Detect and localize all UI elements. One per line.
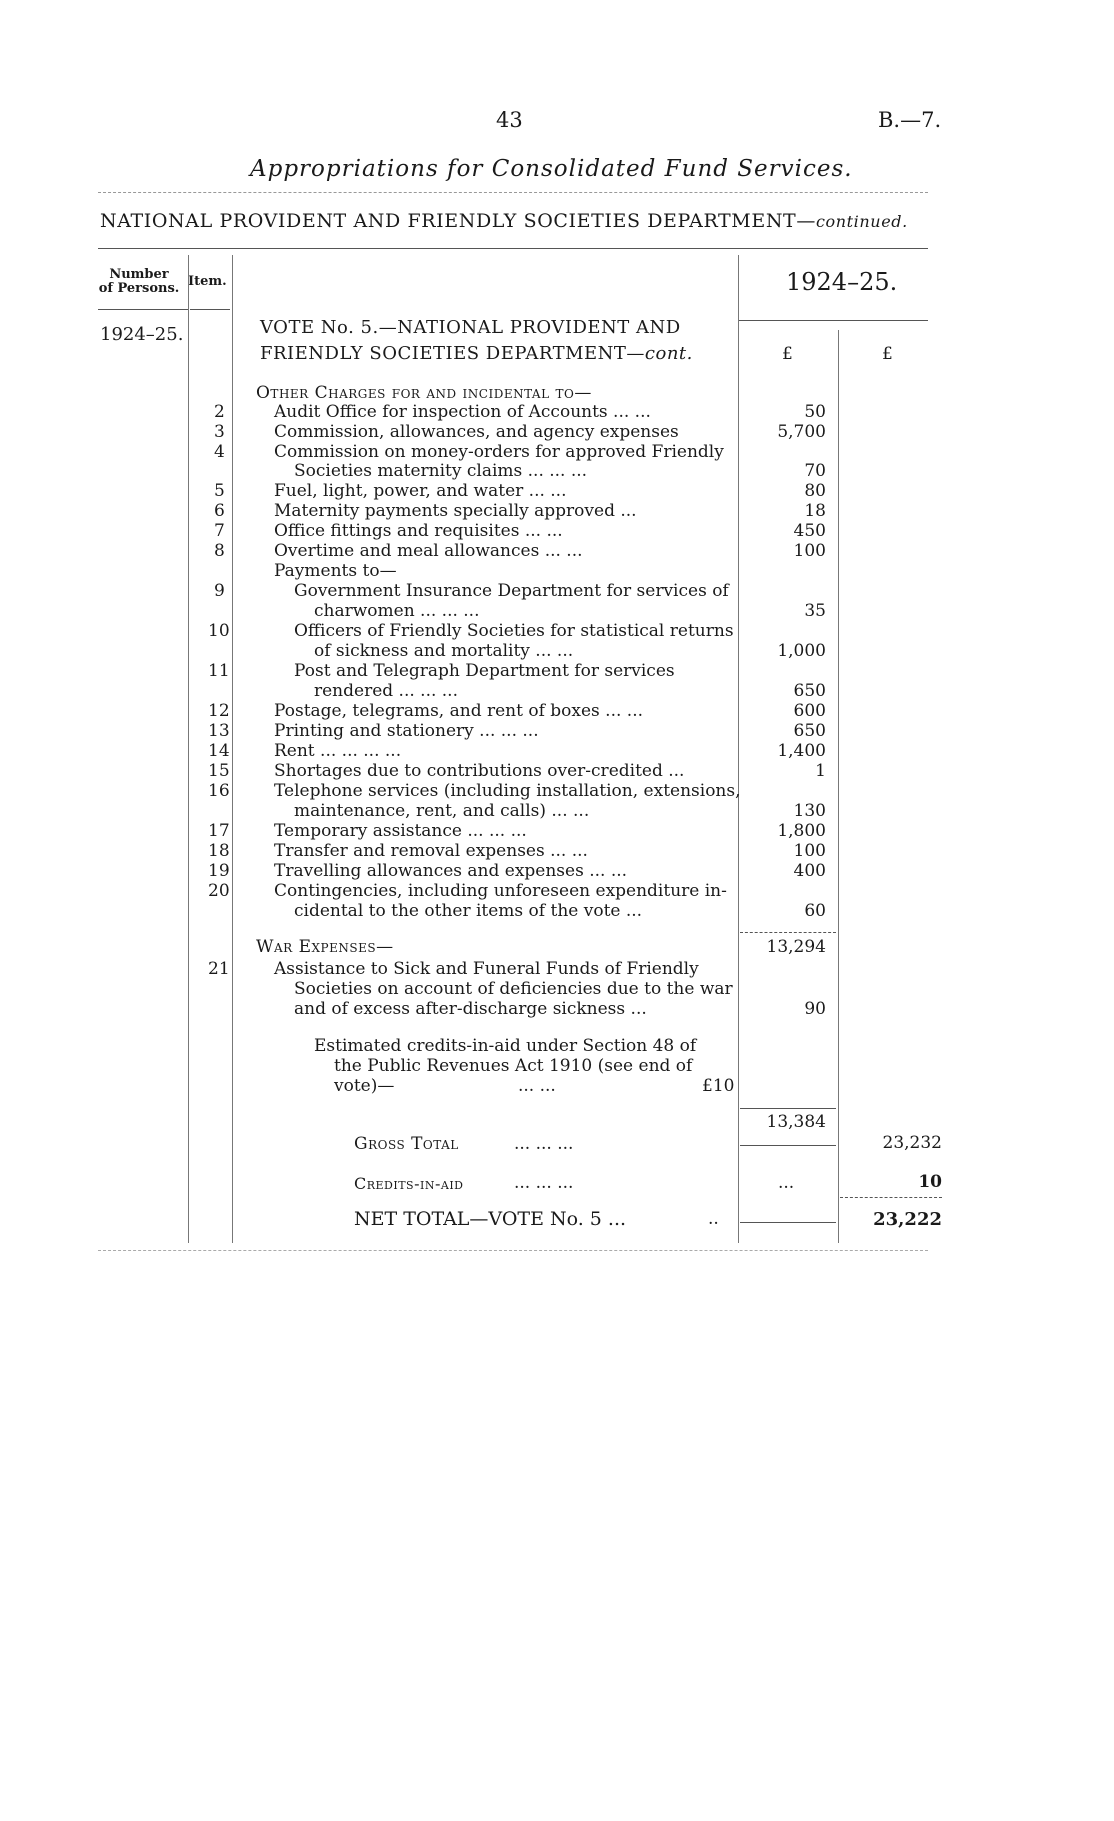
- credits-in-aid-placeholder: ...: [778, 1173, 795, 1193]
- currency-symbol-2: £: [882, 344, 893, 364]
- credits-note-amount: £10: [702, 1076, 735, 1096]
- department-suffix: continued.: [815, 212, 908, 231]
- subtotal-other-charges: 13,294: [766, 937, 826, 957]
- other-charges-heading: Other Charges for and incidental to—: [256, 383, 592, 403]
- persons-year: 1924–25.: [100, 324, 184, 345]
- column-divider-item: [232, 255, 233, 1243]
- document-reference: B.—7.: [878, 108, 942, 132]
- item-number: 19: [208, 861, 230, 881]
- item-number: 12: [208, 701, 230, 721]
- item-number: 15: [208, 761, 230, 781]
- persons-header-rule: [98, 309, 188, 310]
- item-description: Postage, telegrams, and rent of boxes ... ...: [274, 701, 644, 721]
- item-amount: 130: [793, 801, 826, 821]
- item-number: 21: [208, 959, 230, 979]
- gross-total-dots: ... ... ...: [514, 1134, 574, 1154]
- vote-heading-line2: [260, 344, 693, 363]
- item-number: 5: [214, 481, 225, 501]
- year-rule: [738, 320, 928, 321]
- net-total-label: NET TOTAL—VOTE No. 5 ...: [354, 1208, 627, 1230]
- item-description: Telephone services (including installation, extensions,: [274, 781, 741, 801]
- item-description-continued: Societies maternity claims ... ... ...: [294, 461, 588, 481]
- item-description: Transfer and removal expenses ... ...: [274, 841, 588, 861]
- item-description: Overtime and meal allowances ... ...: [274, 541, 583, 561]
- item-number: 9: [214, 581, 225, 601]
- item-amount: 400: [793, 861, 826, 881]
- gross-total-amount: 23,232: [882, 1133, 942, 1153]
- column-divider-total: [838, 330, 839, 1243]
- item-number: 11: [208, 661, 230, 681]
- item-amount: 100: [793, 841, 826, 861]
- war-expenses-heading: War Expenses—: [256, 937, 394, 957]
- item-number: 13: [208, 721, 230, 741]
- credits-note-line2: the Public Revenues Act 1910 (see end of: [334, 1056, 693, 1076]
- item-description: Fuel, light, power, and water ... ...: [274, 481, 567, 501]
- net-total-dots: ..: [708, 1209, 719, 1229]
- item-amount: 5,700: [777, 422, 826, 442]
- number-of-persons-line2: of Persons.: [98, 281, 180, 296]
- vote-heading-line1: VOTE No. 5.—NATIONAL PROVIDENT AND: [260, 317, 681, 338]
- item-description: Audit Office for inspection of Accounts ... ...: [274, 402, 651, 422]
- item-number: 14: [208, 741, 230, 761]
- department-name: NATIONAL PROVIDENT AND FRIENDLY SOCIETIES DEPARTMENT—: [100, 210, 816, 232]
- item-amount: 1,800: [777, 821, 826, 841]
- item-amount: 1,400: [777, 741, 826, 761]
- item-description: Office fittings and requisites ... ...: [274, 521, 563, 541]
- item-description: Shortages due to contributions over-credited ...: [274, 761, 685, 781]
- item-number: 20: [208, 881, 230, 901]
- vote-heading-text: FRIENDLY SOCIETIES DEPARTMENT—: [260, 343, 645, 364]
- item-description: Government Insurance Department for services of: [294, 581, 729, 601]
- item-amount: 80: [804, 481, 826, 501]
- subtotal-rule: [740, 932, 836, 933]
- item-amount: 600: [793, 701, 826, 721]
- gross-total-rule: [740, 1145, 836, 1146]
- item-description-continued: charwomen ... ... ...: [314, 601, 480, 621]
- payments-to-heading: Payments to—: [274, 561, 397, 581]
- item-amount: 60: [804, 901, 826, 921]
- item-description-continued: of sickness and mortality ... ...: [314, 641, 574, 661]
- gross-subtotal-rule: [740, 1108, 836, 1109]
- item-description: Maternity payments specially approved ...: [274, 501, 637, 521]
- number-of-persons-line1: Number: [109, 267, 169, 282]
- war-item-description-continued: Societies on account of deficiencies due to the war: [294, 979, 733, 999]
- page-title: Appropriations for Consolidated Fund Services.: [250, 156, 853, 182]
- item-description-continued: rendered ... ... ...: [314, 681, 458, 701]
- credits-in-aid-dots: ... ... ...: [514, 1173, 574, 1193]
- item-description: Rent ... ... ... ...: [274, 741, 402, 761]
- item-number: 2: [214, 402, 225, 422]
- item-amount: 50: [804, 402, 826, 422]
- column-divider-amount: [738, 255, 739, 1243]
- gross-subtotal: 13,384: [766, 1112, 826, 1132]
- header-rule: [98, 248, 928, 249]
- war-item-description: Assistance to Sick and Funeral Funds of Friendly: [274, 959, 699, 979]
- department-heading: [100, 210, 908, 232]
- item-description: Travelling allowances and expenses ... ...: [274, 861, 628, 881]
- item-description-continued: maintenance, rent, and calls) ... ...: [294, 801, 590, 821]
- item-number: 10: [208, 621, 230, 641]
- item-description: Contingencies, including unforeseen expenditure in-: [274, 881, 727, 901]
- item-description: Commission on money-orders for approved Friendly: [274, 442, 724, 462]
- item-amount: 650: [793, 721, 826, 741]
- credits-note-line1: Estimated credits-in-aid under Section 48 of: [314, 1036, 697, 1056]
- item-number: 4: [214, 442, 225, 462]
- item-amount: 18: [804, 501, 826, 521]
- item-amount: 1: [815, 761, 826, 781]
- item-description: Post and Telegraph Department for services: [294, 661, 675, 681]
- currency-symbol-1: £: [782, 344, 793, 364]
- credits-note-dots: ... ...: [518, 1076, 556, 1096]
- credits-in-aid-label: Credits-in-aid: [354, 1174, 464, 1193]
- item-number: 18: [208, 841, 230, 861]
- item-amount: 70: [804, 461, 826, 481]
- footer-rule: [98, 1250, 928, 1251]
- war-item-amount: 90: [804, 999, 826, 1019]
- item-description: Temporary assistance ... ... ...: [274, 821, 527, 841]
- item-amount: 1,000: [777, 641, 826, 661]
- title-rule: [98, 192, 928, 193]
- credits-rule: [840, 1197, 942, 1198]
- number-of-persons-header: [98, 268, 180, 296]
- gross-total-label: Gross Total: [354, 1134, 459, 1154]
- net-total-rule: [740, 1222, 836, 1223]
- item-amount: 35: [804, 601, 826, 621]
- item-number: 8: [214, 541, 225, 561]
- item-number: 17: [208, 821, 230, 841]
- item-number: 7: [214, 521, 225, 541]
- vote-heading-suffix: cont.: [644, 343, 693, 364]
- item-description: Printing and stationery ... ... ...: [274, 721, 539, 741]
- column-divider-persons: [188, 255, 189, 1243]
- credits-in-aid-amount: 10: [918, 1172, 942, 1192]
- war-item-description-continued: and of excess after-discharge sickness ...: [294, 999, 647, 1019]
- year-header: 1924–25.: [786, 268, 898, 296]
- item-amount: 100: [793, 541, 826, 561]
- item-description-continued: cidental to the other items of the vote ...: [294, 901, 643, 921]
- item-amount: 650: [793, 681, 826, 701]
- credits-note-line3: vote)—: [334, 1076, 395, 1096]
- item-number: 3: [214, 422, 225, 442]
- net-total-amount: 23,222: [873, 1209, 942, 1230]
- item-description: Commission, allowances, and agency expenses: [274, 422, 679, 442]
- item-number: 6: [214, 501, 225, 521]
- item-header-rule: [190, 309, 230, 310]
- page-number: 43: [496, 108, 523, 132]
- item-number: 16: [208, 781, 230, 801]
- item-description: Officers of Friendly Societies for statistical returns: [294, 621, 734, 641]
- item-amount: 450: [793, 521, 826, 541]
- item-header: Item.: [188, 274, 227, 289]
